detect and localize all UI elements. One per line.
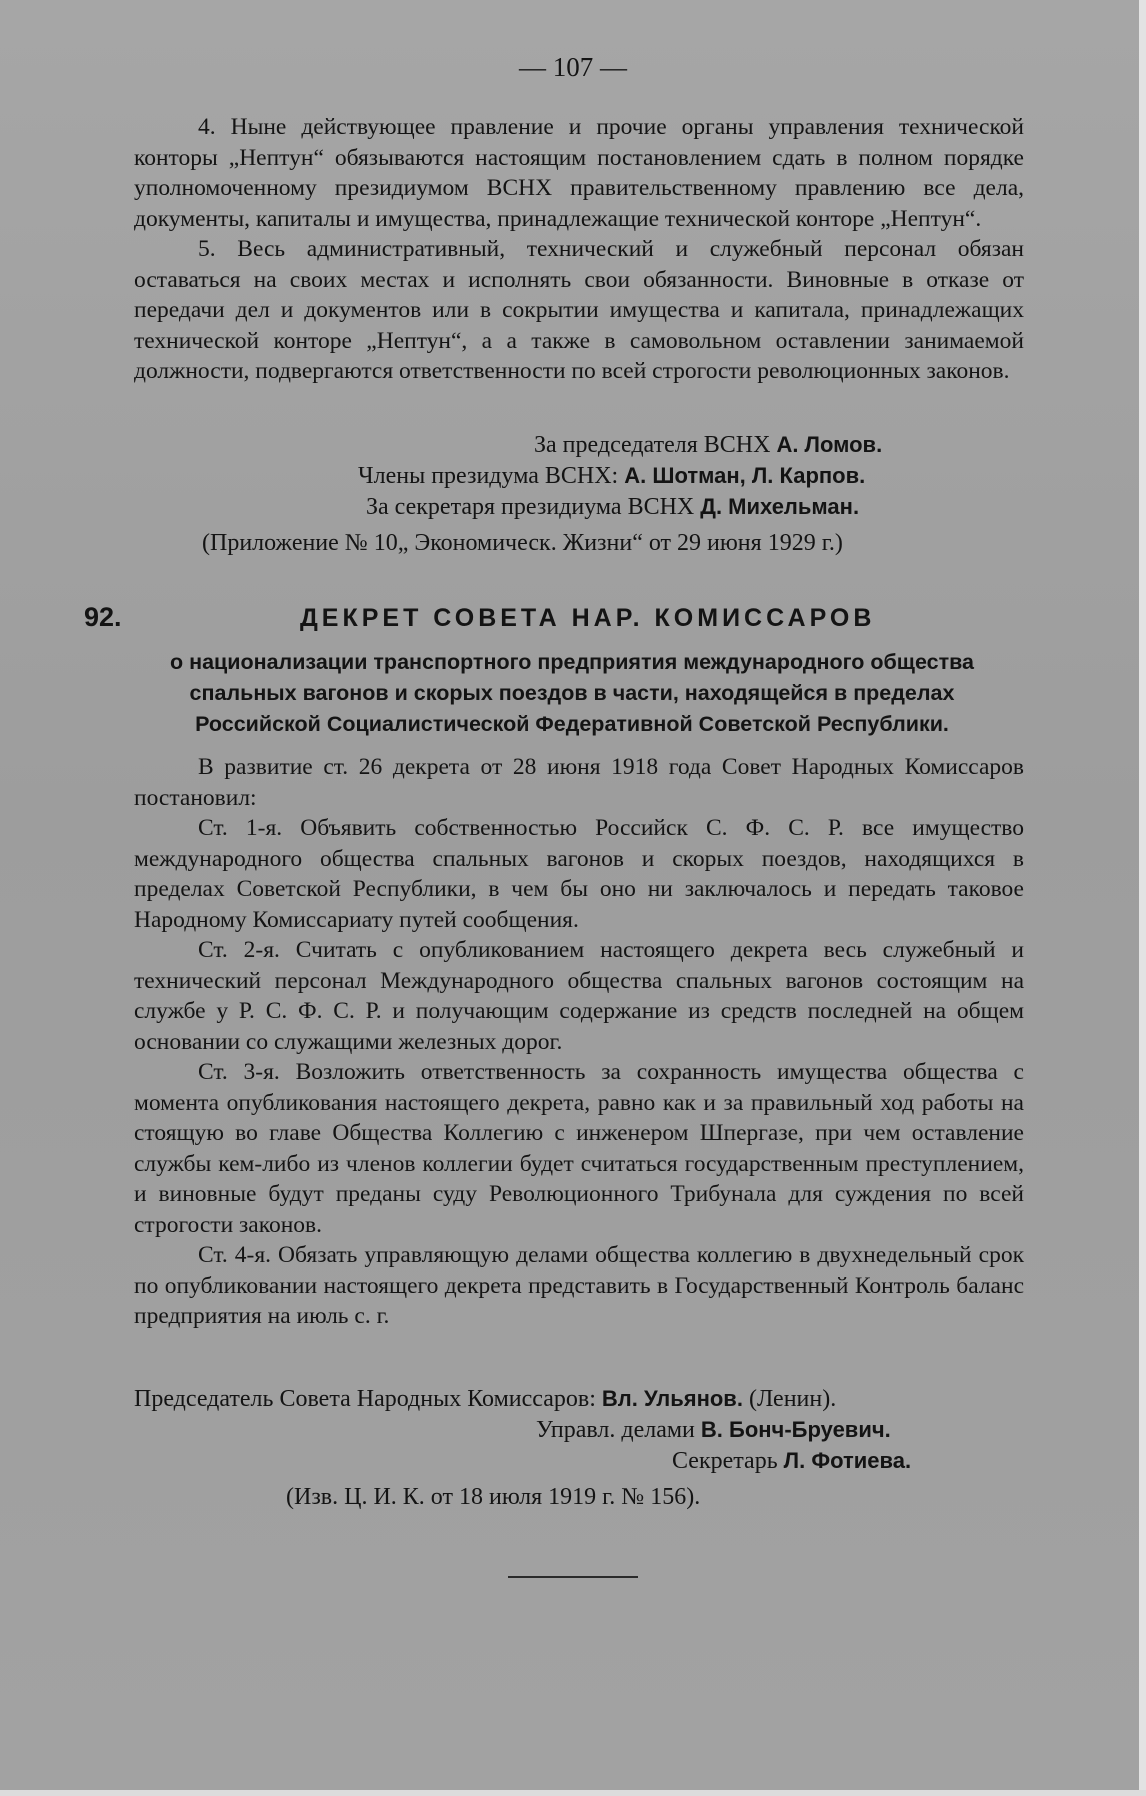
signatory-alias: (Ленин). — [748, 1386, 837, 1412]
decree-subtitle: о национализации транспортного предприятия международного общества спальных вагонов и скорых поездов в части, находящейся в пределах Российской Социалистической Федеративной Советской Республики. — [169, 650, 974, 736]
page-edge — [1139, 0, 1146, 1796]
paragraph: Ст. 2-я. Считать с опубликованием настоящего декрета весь служебный и технический персонал Международного общества спальных вагонов состоящим на службе у Р. С. Ф. С. Р. и получающим содержание из средств последней на общем основании со служащими железных дорог. — [134, 937, 1024, 1055]
separator-rule — [508, 1576, 638, 1578]
signatory-name: Л. Фотиева. — [783, 1448, 912, 1473]
signature-label: Секретарь — [672, 1448, 778, 1474]
signatory-name: Д. Михельман. — [700, 494, 860, 519]
signature-label: За председателя ВСНХ — [534, 432, 771, 458]
signature-line — [536, 1417, 891, 1444]
paragraph: Ст. 3-я. Возложить ответственность за сохранность имущества общества с момента опубликования настоящего декрета, равно как и за правильный ход работы на стоящую во главе Общества Коллегию с инженером Шпергазе, при чем оставление службы кем-либо из членов коллегии будет считаться государственным преступлением, и виновные будут преданы суду Революционного Трибунала для суждения по всей строгости законов. — [134, 1059, 1024, 1238]
page-number: — 107 — — [519, 52, 627, 82]
signatory-name: А. Шотман, Л. Карпов. — [624, 463, 866, 488]
source-citation: (Приложение № 10„ Экономическ. Жизни“ от 29 июня 1929 г.) — [202, 530, 843, 556]
signature-label: За секретаря президиума ВСНХ — [366, 494, 695, 520]
signatory-name: А. Ломов. — [776, 432, 883, 457]
paragraph: Ст. 4-я. Обязать управляющую делами общества коллегию в двухнедельный срок по опубликовании настоящего декрета представить в Государственный Контроль баланс предприятия на июль с. г. — [134, 1242, 1024, 1329]
signature-line — [672, 1448, 911, 1475]
previous-decree-body — [134, 112, 1024, 387]
signatory-name: В. Бонч-Бруевич. — [700, 1417, 891, 1442]
signatory-name: Вл. Ульянов. — [601, 1386, 743, 1411]
signature-line — [534, 432, 882, 459]
signature-label: Члены президума ВСНХ: — [358, 463, 619, 489]
signature-line — [366, 494, 859, 521]
signature-line — [358, 463, 865, 490]
signature-label: Управл. делами — [536, 1417, 695, 1443]
paragraph: 4. Ныне действующее правление и прочие органы управления технической конторы „Нептун“ обязываются настоящим постановлением сдать в полном порядке уполномоченному президиумом ВСНХ правительственному правлению все дела, документы, капиталы и имущества, принадлежащие технической конторе „Нептун“. — [134, 114, 1024, 232]
paragraph: Ст. 1-я. Объявить собственностью Российск С. Ф. С. Р. все имущество международного общества спальных вагонов и скорых поездов, находящихся в пределах Советской Республики, в чем бы оно ни заключалось и передать таковое Народному Комиссариату путей сообщения. — [134, 815, 1024, 933]
paragraph: 5. Весь административный, технический и служебный персонал обязан оставаться на своих местах и исполнять свои обязанности. Виновные в отказе от передачи дел и документов или в сокрытии имущества и капитала, принадлежащих технической конторе „Нептун“, а а также в самовольном оставлении занимаемой должности, подвергаются ответственности по всей строгости революционных законов. — [134, 236, 1024, 384]
page-edge — [0, 1790, 1146, 1796]
source-citation: (Изв. Ц. И. К. от 18 июля 1919 г. № 156). — [286, 1484, 701, 1510]
decree-title: ДЕКРЕТ СОВЕТА НАР. КОМИССАРОВ — [300, 604, 876, 632]
decree-number: 92. — [84, 602, 122, 632]
decree-body — [134, 752, 1024, 1332]
paragraph: В развитие ст. 26 декрета от 28 июня 1918 года Совет Народных Комиссаров постановил: — [134, 754, 1024, 811]
signature-line — [134, 1386, 836, 1413]
signature-label: Председатель Совета Народных Комиссаров: — [134, 1386, 596, 1412]
